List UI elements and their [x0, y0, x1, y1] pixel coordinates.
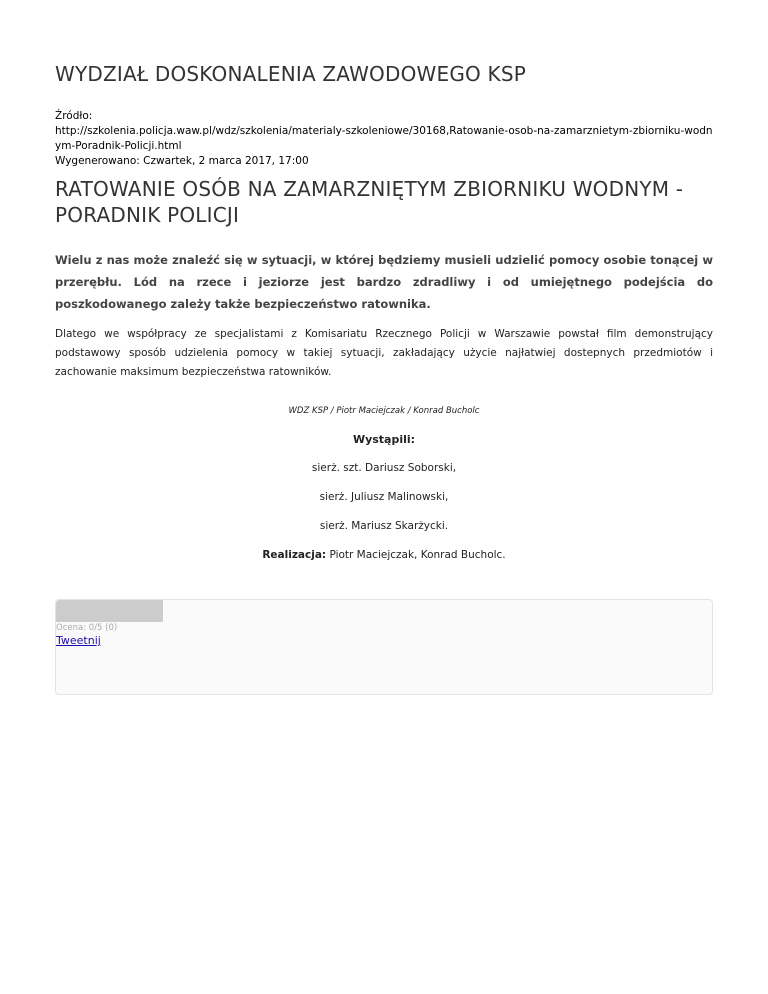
- rating-box: [55, 599, 713, 695]
- realization-label: Realizacja:: [262, 549, 327, 561]
- video-credit: WDZ KSP / Piotr Maciejczak / Konrad Bucholc: [288, 406, 480, 416]
- article-title: RATOWANIE OSÓB NA ZAMARZNIĘTYM ZBIORNIKU WODNYM - PORADNIK POLICJI: [55, 177, 684, 227]
- realization-line: [55, 549, 713, 561]
- article-body: Dlatego we współpracy ze specjalistami z Komisariatu Rzecznego Policji w Warszawie powstał film demonstrujący podstawowy sposób udzielenia pomocy w takiej sytuacji, zakładający użycie najłatwiej dostepnych przedmiotów i zachowanie maksimum bezpieczeństwa ratowników.: [55, 328, 713, 378]
- realization-value: Piotr Maciejczak, Konrad Bucholc.: [326, 549, 506, 561]
- performer-item: sierż. Mariusz Skarżycki.: [319, 520, 449, 532]
- site-title: WYDZIAŁ DOSKONALENIA ZAWODOWEGO KSP: [55, 62, 527, 86]
- performer-item: sierż. szt. Dariusz Soborski,: [311, 462, 457, 474]
- rating-label: Ocena: 0/5 (0): [56, 623, 118, 633]
- source-meta: [55, 109, 717, 169]
- source-label: Źródło:: [55, 110, 93, 122]
- rating-stars[interactable]: [56, 600, 163, 622]
- source-url: http://szkolenia.policja.waw.pl/wdz/szkolenia/materialy-szkoleniowe/30168,Ratowanie-osob-na-zamarznietym-zbiorniku-wodnym-Poradnik-Policji.html: [55, 125, 713, 152]
- tweet-link[interactable]: Tweetnij: [56, 634, 101, 647]
- performers-heading: Wystąpili:: [352, 433, 416, 446]
- generated-timestamp: Wygenerowano: Czwartek, 2 marca 2017, 17:00: [55, 155, 309, 167]
- article-lead: Wielu z nas może znaleźć się w sytuacji, w której będziemy musieli udzielić pomocy osobie tonącej w przerębłu. Lód na rzece i jeziorze jest bardzo zdradliwy i od umiejętnego podejścia do poszkodowanego zależy także bezpieczeństwo ratownika.: [55, 253, 713, 311]
- performer-item: sierż. Juliusz Malinowski,: [319, 491, 449, 503]
